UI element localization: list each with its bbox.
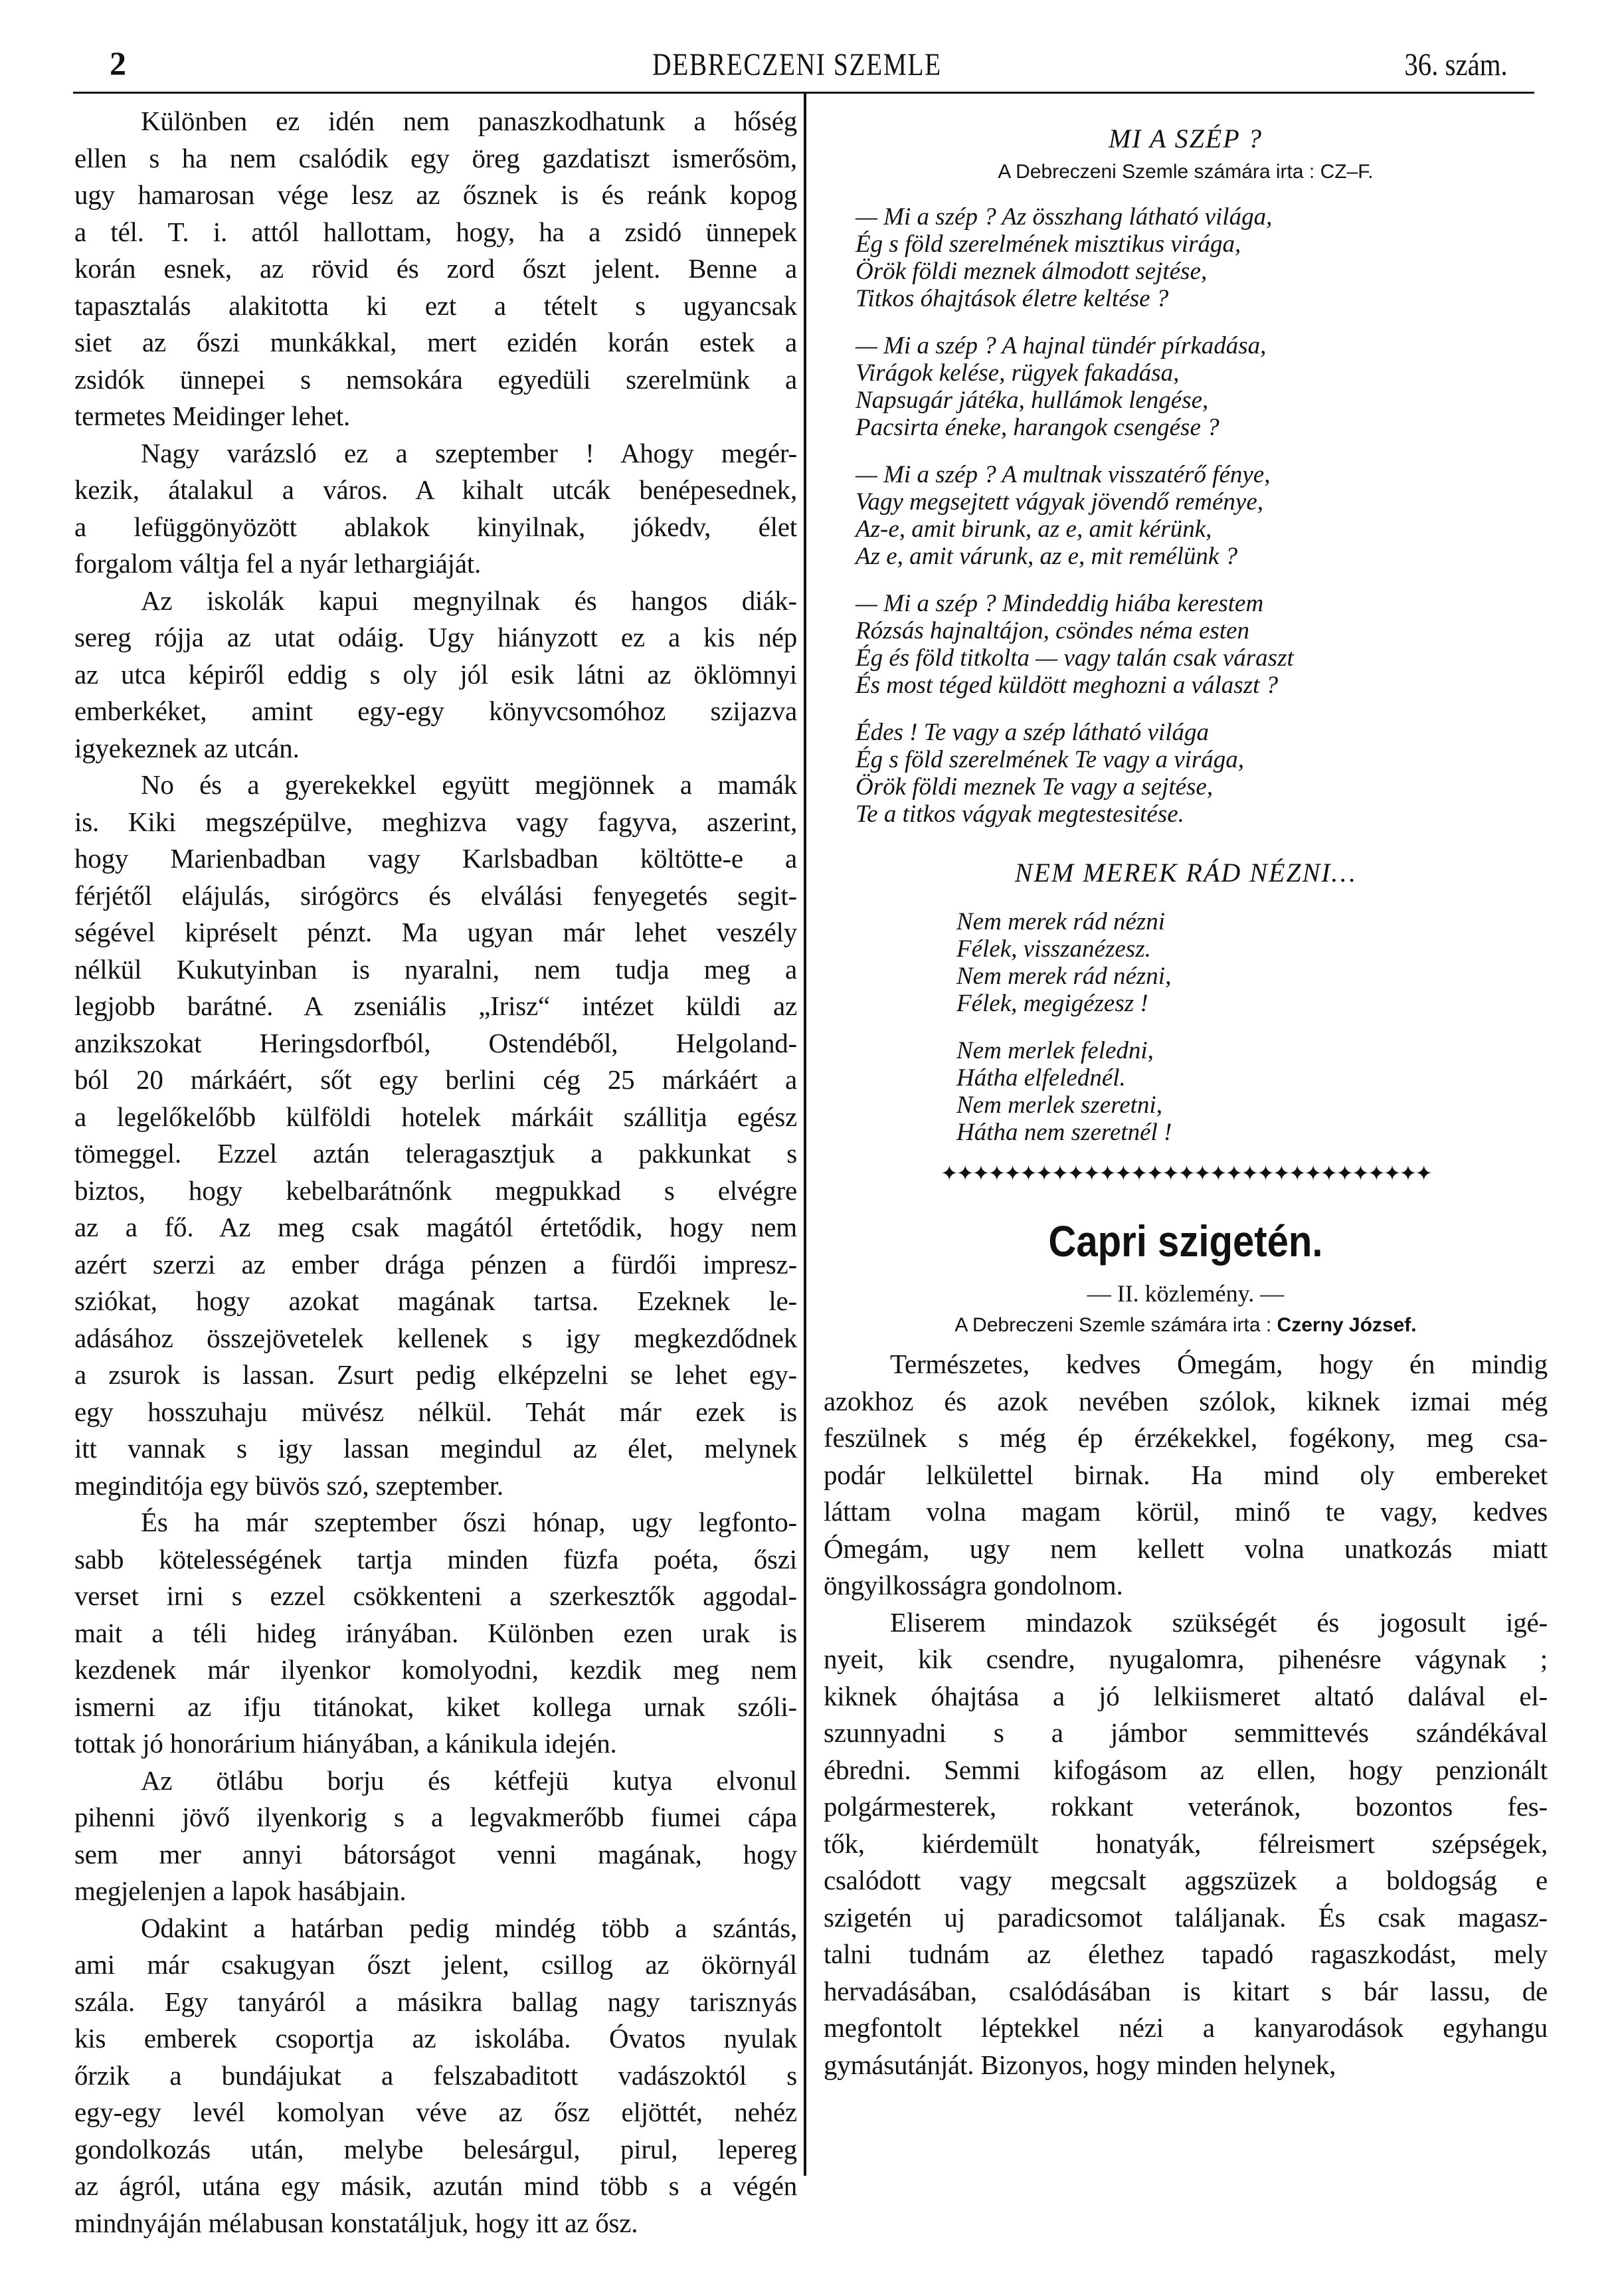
text-line: öngyilkosságra gondolnom. (824, 1570, 1123, 1600)
verse-line: Titkos óhajtások életre keltése ? (856, 285, 1169, 312)
text-line: a tél. T. i. attól hallottam, hogy, ha a zsidó ünnepek (74, 216, 797, 247)
text-line: No és a gyerekekkel együtt megjönnek a mamák (141, 769, 797, 800)
article-body (824, 1346, 1548, 2083)
text-line: az a fő. Az meg csak magától értetődik, hogy nem (74, 1212, 797, 1242)
text-line: feszülnek s még ép érzékekkel, fogékony, meg csa- (824, 1422, 1548, 1453)
text-line: És ha már szeptember őszi hónap, ugy legfonto- (141, 1507, 797, 1537)
text-line: Az ötlábu borju és kétfejü kutya elvonul (141, 1765, 797, 1796)
text-line: Különben ez idén nem panaszkodhatunk a hőség (141, 106, 797, 136)
paragraph (824, 1346, 1548, 1604)
ornamental-divider: ✦✦✦✦✦✦✦✦✦✦✦✦✦✦✦✦✦✦✦✦✦✦✦✦✦✦✦✦✦✦✦ (940, 1161, 1431, 1185)
text-line: nyeit, kik csendre, nyugalomra, pihenésre vágynak ; (824, 1644, 1548, 1674)
text-line: Nagy varázsló ez a szeptember ! Ahogy megér- (141, 437, 797, 468)
poem-byline: A Debreczeni Szemle számára irta : CZ–F. (998, 161, 1374, 183)
text-line: szigetén uj paradicsomot találjanak. És csak magasz- (824, 1901, 1548, 1933)
verse-line: És most téged küldött meghozni a választ ? (856, 672, 1279, 699)
text-line: őrzik a bundájukat a felszabaditott vadászoktól s (74, 2059, 797, 2091)
text-line: igyekeznek az utcán. (74, 732, 300, 763)
byline-author: Czerny József. (1277, 1314, 1417, 1336)
verse-line: Örök földi meznek Te vagy a sejtése, (856, 773, 1214, 801)
text-line: Eliserem mindazok szükségét és jogosult igé- (890, 1606, 1548, 1638)
text-line: a legelőkelőbb külföldi hotelek márkáit szállitja egész (74, 1101, 797, 1132)
text-line: nélkül Kukutyinban is nyaralni, nem tudja meg a (74, 953, 797, 985)
text-line: pihenni jövő ilyenkorig s a legvakmerőbb fiumei cápa (74, 1802, 797, 1832)
text-line: kis emberek csoportja az iskolába. Óvatos nyulak (74, 2023, 797, 2053)
poem-title: MI A SZÉP ? (1108, 124, 1263, 153)
text-line: a lefüggönyözött ablakok kinyilnak, jókedv, élet (74, 511, 797, 542)
verse-line: Nem merlek szeretni, (956, 1092, 1162, 1119)
verse-line: Az-e, amit birunk, az e, amit kérünk, (856, 516, 1212, 543)
paragraph (74, 1504, 797, 1763)
text-line: sziókat, hogy azokat magának tartsa. Ezeknek le- (74, 1286, 797, 1316)
verse-line: Nem merek rád nézni, (956, 963, 1172, 990)
verse-line: — Mi a szép ? Az összhang látható világa, (856, 203, 1273, 231)
text-line: férjétől elájulás, sirógörcs és elválási fenyegetés segit- (74, 880, 797, 911)
text-line: tottak jó honorárium hiányában, a kánikula idején. (74, 1728, 617, 1759)
verse-line: Pacsirta éneke, harangok csengése ? (856, 414, 1219, 441)
text-line: az utca képiről eddig s oly jól esik látni az öklömnyi (74, 658, 797, 690)
text-line: itt vannak s igy lassan megindul az élet, melynek (74, 1433, 797, 1464)
verse-line: Félek, megigézesz ! (956, 990, 1148, 1017)
byline-prefix: A Debreczeni Szemle számára irta : (954, 1314, 1277, 1336)
stanza (856, 590, 1548, 699)
text-line: Ómegám, ugy nem kellett volna unatkozás miatt (824, 1533, 1548, 1564)
text-line: tők, kiérdemült honatyák, félreismert szépségek, (824, 1828, 1548, 1859)
text-line: egy-egy levél komolyan véve az ősz eljöttét, nehéz (74, 2097, 797, 2127)
text-line: emberkéket, amint egy-egy könyvcsomóhoz szijazva (74, 696, 797, 726)
text-line: ugy hamarosan vége lesz az ősznek is és reánk kopog (74, 179, 797, 210)
text-line: tapasztalás alakitotta ki ezt a tételt s ugyancsak (74, 290, 797, 321)
text-line: ellen s ha nem csalódik egy öreg gazdatiszt ismerősöm, (74, 142, 797, 173)
text-line: kiknek óhajtása a jó lelkiismeret altató dalával el- (824, 1680, 1548, 1711)
text-line: szála. Egy tanyáról a másikra ballag nagy tarisznyás (74, 1986, 797, 2017)
poem-nem-merek-rad-nezni (824, 908, 1548, 1146)
paragraph (74, 103, 797, 435)
paragraph (74, 1910, 797, 2242)
verse-line: Virágok kelése, rügyek fakadása, (856, 359, 1180, 387)
verse-line: Rózsás hajnaltájon, csöndes néma esten (856, 617, 1249, 644)
verse-line: Te a titkos vágyak megtestesitése. (856, 801, 1184, 828)
text-line: megfontolt léptekkel nézi a kanyarodások egyhangu (824, 2012, 1548, 2043)
text-line: Odakint a határban pedig mindég több a szántás, (141, 1912, 797, 1943)
text-line: adásához összejövetelek kellenek s igy megkezdődnek (74, 1322, 797, 1353)
text-line: sem mer annyi bátorságot venni magának, hogy (74, 1838, 797, 1869)
poem-title: NEM MEREK RÁD NÉZNI… (1014, 858, 1357, 888)
left-column-article (74, 103, 797, 2242)
poem-mi-a-szep (824, 203, 1548, 828)
paragraph (74, 583, 797, 767)
verse-line: — Mi a szép ? A hajnal tündér pírkadása, (856, 332, 1267, 359)
paragraph (74, 435, 797, 583)
text-line: a zsurok is lassan. Zsurt pedig elképzelni se lehet egy- (74, 1359, 797, 1390)
text-line: anzikszokat Heringsdorfból, Ostendéből, Helgoland- (74, 1027, 797, 1058)
stanza (856, 719, 1548, 828)
text-line: hervadásában, csalódásában is kitart s bár lassu, de (824, 1975, 1548, 2006)
verse-line: Az e, amit várunk, az e, mit remélünk ? (856, 543, 1238, 570)
text-line: láttam volna magam körül, minő te vagy, kedves (824, 1496, 1548, 1527)
text-line: forgalom váltja fel a nyár lethargiáját. (74, 548, 482, 579)
verse-line: Napsugár játéka, hullámok lengése, (856, 387, 1209, 414)
text-line: egy hosszuhaju müvész nélkül. Tehát már ezek is (74, 1396, 797, 1427)
text-line: podár lelkülettel birnak. Ha mind oly embereket (824, 1459, 1548, 1490)
text-line: polgármesterek, rokkant veteránok, bozontos fes- (824, 1791, 1548, 1822)
text-line: is. Kiki megszépülve, meghizva vagy fagyva, aszerint, (74, 806, 797, 837)
verse-line: Hátha nem szeretnél ! (956, 1119, 1172, 1146)
verse-line: — Mi a szép ? A multnak visszatérő fénye, (856, 461, 1271, 488)
verse-line: Nem merlek feledni, (956, 1037, 1154, 1064)
text-line: mindnyáján mélabusan konstatáljuk, hogy itt az ősz. (74, 2207, 638, 2238)
stanza (956, 908, 1548, 1017)
verse-line: — Mi a szép ? Mindeddig hiába kerestem (856, 590, 1264, 617)
paragraph (74, 767, 797, 1504)
stanza (856, 332, 1548, 441)
verse-line: Ég s föld szerelmének Te vagy a virága, (856, 746, 1245, 773)
verse-line: Ég s föld szerelmének misztikus virága, (856, 231, 1241, 258)
text-line: termetes Meidinger lehet. (74, 401, 351, 431)
article-series: — II. közlemény. — (1087, 1280, 1285, 1307)
text-line: hogy Marienbadban vagy Karlsbadban költötte-e a (74, 843, 797, 874)
text-line: ból 20 márkáért, sőt egy berlini cég 25 márkáért a (74, 1064, 797, 1095)
text-line: tömeggel. Ezzel aztán teleragasztjuk a pakkunkat s (74, 1138, 797, 1169)
stanza (956, 1037, 1548, 1146)
text-line: meginditója egy büvös szó, szeptember. (74, 1470, 503, 1501)
text-line: korán esnek, az rövid és zord őszt jelent. Benne a (74, 253, 797, 284)
page-header (73, 20, 1521, 93)
text-line: azokhoz és azok nevében szólok, kiknek izmai még (824, 1385, 1548, 1416)
text-line: talni tudnám az élethez tapadó ragaszkodást, mely (824, 1939, 1548, 1969)
text-line: legjobb barátné. A zseniális „Irisz“ intézet küldi az (74, 991, 797, 1021)
text-line: ébredni. Semmi kifogásom az ellen, hogy penzionált (824, 1754, 1548, 1785)
text-line: kezik, átalakul a város. A kihalt utcák benépesednek, (74, 474, 797, 505)
article-title: Capri szigetén. (1048, 1216, 1323, 1266)
paragraph (74, 1763, 797, 1910)
text-line: verset irni s ezzel csökkenteni a szerkesztők aggodal- (74, 1580, 797, 1611)
text-line: az ágról, utána egy másik, azután mind több s a végén (74, 2170, 797, 2201)
text-line: csalódott vagy megcsalt aggszüzek a boldogság e (824, 1865, 1548, 1895)
text-line: ségével kipréselt pénzt. Ma ugyan már lehet veszély (74, 917, 797, 947)
verse-line: Ég és föld titkolta — vagy talán csak váraszt (856, 644, 1294, 672)
right-column (824, 103, 1548, 2083)
text-line: megjelenjen a lapok hasábjain. (74, 1875, 406, 1906)
text-line: sabb kötelességének tartja minden füzfa poéta, őszi (74, 1543, 797, 1575)
stanza (856, 203, 1548, 312)
text-line: azért szerzi az ember drága pénzen a fürdői impresz- (74, 1248, 797, 1280)
text-line: ismerni az ifju titánokat, kiket kollega urnak szóli- (74, 1691, 797, 1722)
text-line: biztos, hogy kebelbarátnőnk megpukkad s elvégre (74, 1175, 797, 1206)
text-line: ami már csakugyan őszt jelent, csillog az ökörnyál (74, 1949, 797, 1980)
verse-line: Nem merek rád nézni (956, 908, 1166, 935)
text-line: kezdenek már ilyenkor komolyodni, kezdik meg nem (74, 1654, 797, 1685)
text-line: mait a téli hideg irányában. Különben ezen urak is (74, 1617, 797, 1648)
text-line: gondolkozás után, melybe belesárgul, pirul, lepereg (74, 2133, 797, 2164)
verse-line: Vagy megsejtett vágyak jövendő reménye, (856, 488, 1264, 516)
stanza (856, 461, 1548, 570)
verse-line: Örök földi meznek álmodott sejtése, (856, 258, 1208, 285)
verse-line: Félek, visszanézesz. (956, 935, 1151, 963)
text-line: Az iskolák kapui megnyilnak és hangos diák- (141, 585, 797, 616)
journal-title: DEBRECZENI SZEMLE (652, 47, 942, 82)
page-number: 2 (110, 45, 126, 82)
text-line: zsidók ünnepei s nemsokára egyedüli szerelmünk a (74, 363, 797, 395)
verse-line: Hátha elfelednél. (956, 1064, 1126, 1092)
verse-line: Édes ! Te vagy a szép látható világa (856, 719, 1209, 746)
issue-number: 36. szám. (1404, 47, 1508, 82)
paragraph (824, 1604, 1548, 2084)
text-line: gymásutánját. Bizonyos, hogy minden helynek, (824, 2049, 1336, 2080)
text-line: szunnyadni s a jámbor semmittevés szándékával (824, 1717, 1548, 1748)
text-line: Természetes, kedves Ómegám, hogy én mindig (890, 1349, 1548, 1379)
text-line: sereg rójja az utat odáig. Ugy hiányzott ez a kis nép (74, 622, 797, 652)
text-line: siet az őszi munkákkal, mert ezidén korán estek a (74, 327, 797, 357)
article-byline (824, 1314, 1548, 1337)
column-divider (804, 93, 806, 2176)
